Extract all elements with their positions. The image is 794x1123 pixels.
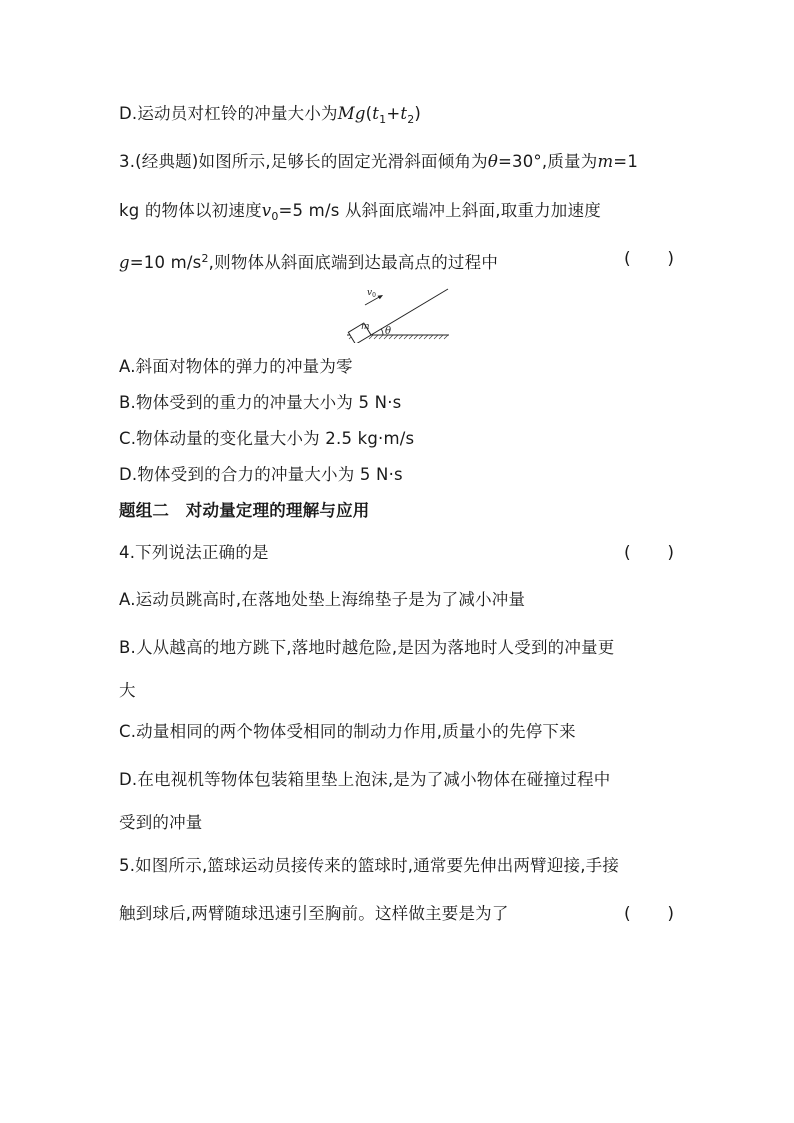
mass-label: m: [361, 322, 370, 332]
q2-option-d-text: D.运动员对杠铃的冲量大小为: [119, 104, 338, 123]
velocity-label: [367, 288, 376, 299]
open-paren: (: [624, 249, 631, 269]
time-symbol-t2: t: [400, 104, 408, 123]
time-symbol-t1: t: [372, 104, 380, 123]
q3-stem-text-2: kg 的物体以初速度: [119, 201, 262, 220]
q3-stem-line-3: [119, 248, 498, 274]
q3-stem-text-3: =5 m/s 从斜面底端冲上斜面,取重力加速度: [278, 201, 601, 220]
velocity-label-sub: 0: [372, 292, 376, 299]
theta-symbol: θ: [487, 152, 499, 171]
velocity-symbol-v: v: [261, 201, 272, 220]
incline-figure: [345, 283, 455, 343]
angle-arc: [381, 329, 383, 335]
q3-stem-text-4: ,则物体从斜面底端到达最高点的过程中: [208, 253, 499, 272]
q3-mass-value: =1: [613, 152, 639, 171]
subscript-1: 1: [379, 113, 387, 126]
q3-option-b: B.物体受到的重力的冲量大小为 5 N·s: [119, 393, 402, 412]
open-paren: (: [365, 104, 373, 123]
incline-surface: [371, 289, 448, 335]
q5-stem-line-2: 触到球后,两臂随球迅速引至胸前。这样做主要是为了: [119, 904, 509, 923]
q3-angle-value: =30°,质量为: [498, 152, 598, 171]
section-title: 题组二 对动量定理的理解与应用: [119, 501, 370, 520]
close-paren: ): [667, 249, 674, 269]
superscript-2: 2: [201, 252, 209, 265]
q4-option-c: C.动量相同的两个物体受相同的制动力作用,质量小的先停下来: [119, 722, 576, 741]
mass-symbol-m: m: [597, 152, 614, 171]
q3-stem-text: 3.(经典题)如图所示,足够长的固定光滑斜面倾角为: [119, 152, 488, 171]
velocity-label-v: v: [367, 288, 373, 298]
q3-gravity-value: =10 m/s: [129, 253, 202, 272]
q5-answer-bracket[interactable]: [624, 903, 674, 925]
q4-option-d-line-2: 受到的冲量: [119, 813, 203, 832]
close-paren: ): [667, 904, 674, 924]
gravity-symbol-g: g: [354, 104, 366, 123]
subscript-0: 0: [271, 210, 279, 223]
open-paren: (: [624, 904, 631, 924]
subscript-2: 2: [407, 113, 415, 126]
q3-stem-line-1: [119, 151, 638, 173]
q4-option-b-line-1: B.人从越高的地方跳下,落地时越危险,是因为落地时人受到的冲量更: [119, 638, 615, 657]
q4-stem: 4.下列说法正确的是: [119, 543, 269, 562]
q3-answer-bracket[interactable]: [624, 248, 674, 270]
close-paren: ): [667, 543, 674, 563]
close-paren: ): [414, 104, 422, 123]
q3-option-d: D.物体受到的合力的冲量大小为 5 N·s: [119, 465, 403, 484]
q4-option-d-line-1: D.在电视机等物体包装箱里垫上泡沫,是为了减小物体在碰撞过程中: [119, 770, 611, 789]
q2-option-d: [119, 103, 421, 131]
gravity-symbol-g: g: [119, 253, 130, 272]
q3-option-c: C.物体动量的变化量大小为 2.5 kg·m/s: [119, 429, 415, 448]
q4-option-a: A.运动员跳高时,在落地处垫上海绵垫子是为了减小冲量: [119, 590, 526, 609]
q4-option-b-line-2: 大: [119, 681, 136, 700]
plus-sign: +: [386, 104, 401, 123]
mass-symbol-M: M: [337, 104, 355, 123]
q3-option-a: A.斜面对物体的弹力的冲量为零: [119, 357, 353, 376]
open-paren: (: [624, 543, 631, 563]
q3-stem-line-2: [119, 200, 601, 228]
theta-label: θ: [385, 326, 392, 337]
q4-answer-bracket[interactable]: [624, 542, 674, 564]
q5-stem-line-1: 5.如图所示,篮球运动员接传来的篮球时,通常要先伸出两臂迎接,手接: [119, 856, 620, 875]
